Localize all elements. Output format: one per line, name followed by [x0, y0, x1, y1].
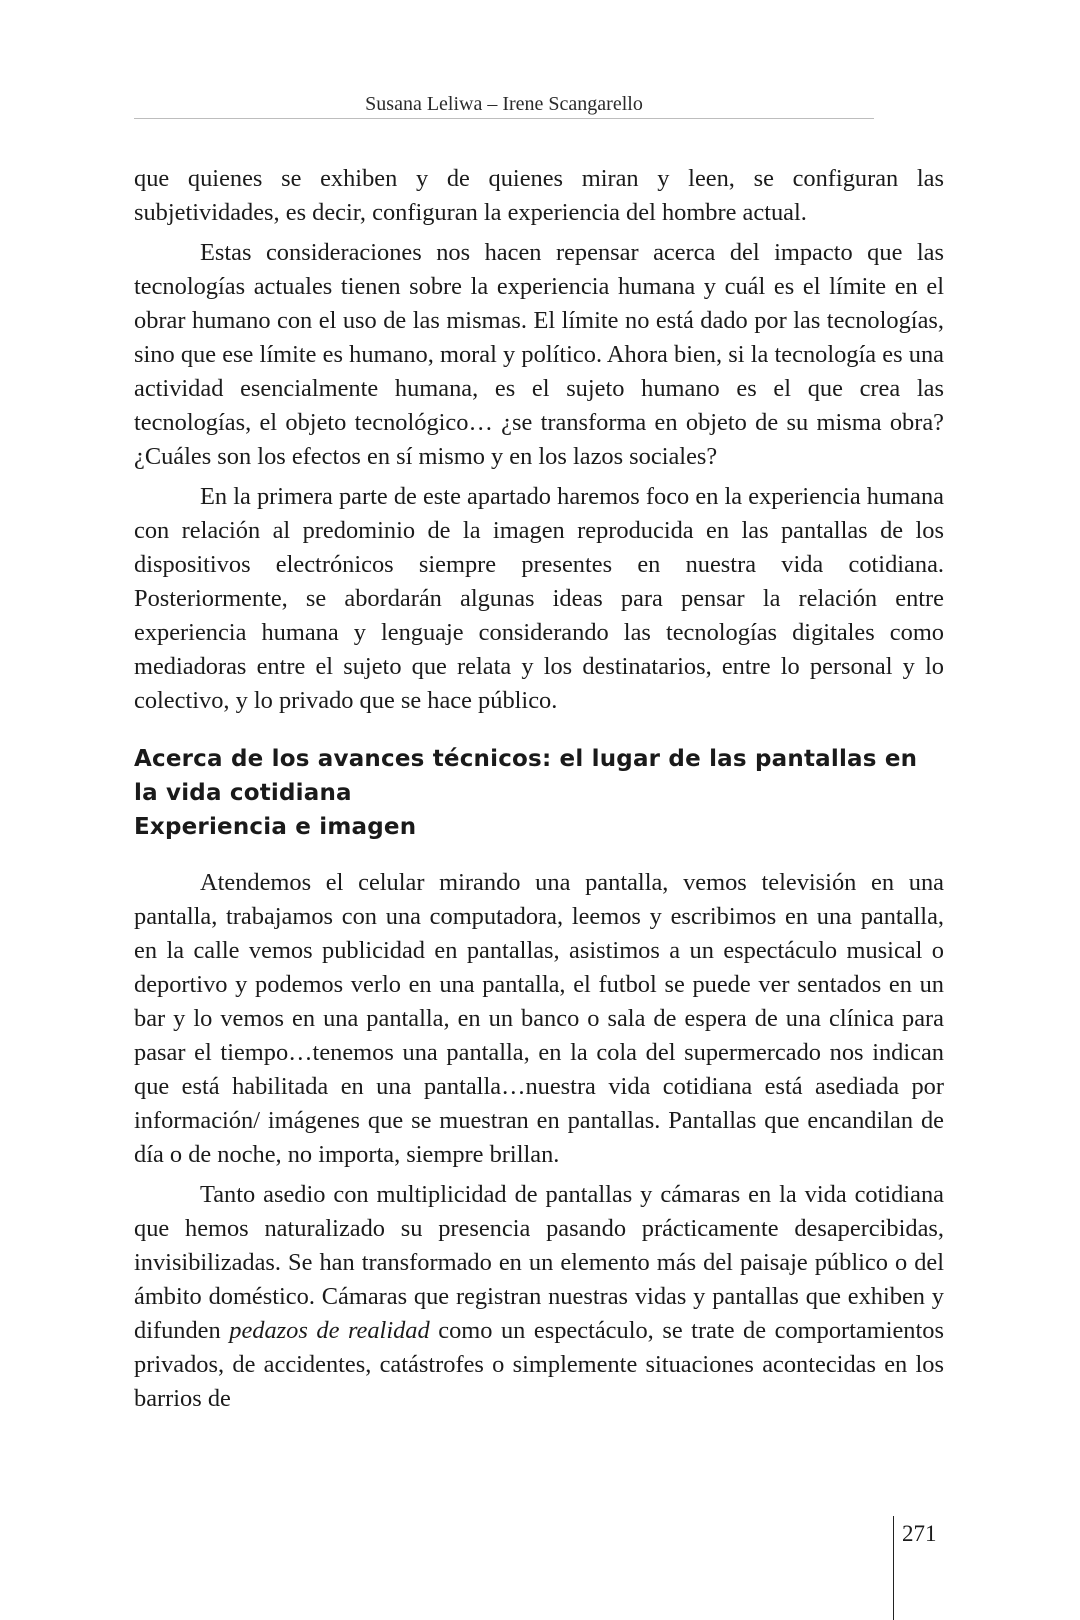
paragraph-continuation: que quienes se exhiben y de quienes miran y leen, se configuran las subjetividades, es decir, configuran la experiencia del hombre actual. [134, 165, 944, 226]
running-header: Susana Leliwa – Irene Scangarello [365, 93, 643, 115]
subsection-title: Experiencia e imagen [134, 814, 417, 840]
page-number: 271 [902, 1521, 937, 1546]
paragraph-section-overview: En la primera parte de este apartado haremos foco en la experiencia humana con relación al predominio de la imagen reproducida en las pantallas de los dispositivos electrónicos siempre presentes en nuestra vida cotidiana. Posteriormente, se abordarán algunas ideas para pensar la relación entre experiencia humana y lenguaje considerando las tecnologías digitales como mediadoras entre el sujeto que relata y los destinatarios, entre lo personal y lo colectivo, y lo privado que se hace público. [134, 483, 944, 714]
section-heading [134, 742, 944, 844]
header-divider [134, 118, 874, 119]
italic-phrase: pedazos de realidad [229, 1317, 430, 1344]
paragraph-text: como un espectáculo, se trate de comportamientos privados, de accidentes, catástrofes o simplemente situaciones acontecidas en los barrios de [134, 1317, 944, 1412]
section-title: Acerca de los avances técnicos: el lugar de las pantallas en la vida cotidiana [134, 746, 918, 806]
page-body [134, 162, 944, 1416]
paragraph-screens-naturalized [134, 1178, 944, 1416]
paragraph-technology-limits: Estas consideraciones nos hacen repensar acerca del impacto que las tecnologías actuales tienen sobre la experiencia humana y cuál es el límite en el obrar humano con el uso de las mismas. El límite no está dado por las tecnologías, sino que ese límite es humano, moral y político. Ahora bien, si la tecnología es una actividad esencialmente humana, es el sujeto humano es el que crea las tecnologías, el objeto tecnológico… ¿se transforma en objeto de su misma obra? ¿Cuáles son los efectos en sí mismo y en los lazos sociales? [134, 239, 944, 470]
paragraph-screens-everywhere: Atendemos el celular mirando una pantalla, vemos televisión en una pantalla, trabajamos con una computadora, leemos y escribimos en una pantalla, en la calle vemos publicidad en pantallas, asistimos a un espectáculo musical o deportivo y podemos verlo en una pantalla, el futbol se puede ver sentados en un bar y lo vemos en una pantalla, en un banco o sala de espera de una clínica para pasar el tiempo…tenemos una pantalla, en la cola del supermercado nos indican que está habilitada en una pantalla…nuestra vida cotidiana está asediada por información/ imágenes que se muestran en pantallas. Pantallas que encandilan de día o de noche, no importa, siempre brillan. [134, 869, 944, 1168]
paragraph-text: Tanto asedio con multiplicidad de pantallas y cámaras en la vida cotidiana que hemos naturalizado su presencia pasando prácticamente desapercibidas, invisibilizadas. Se han transformado en un elemento más del paisaje público o del ámbito doméstico. Cámaras que registran nuestras vidas y pantallas que exhiben y difunden [134, 1181, 944, 1344]
page-number-rule [893, 1516, 894, 1620]
